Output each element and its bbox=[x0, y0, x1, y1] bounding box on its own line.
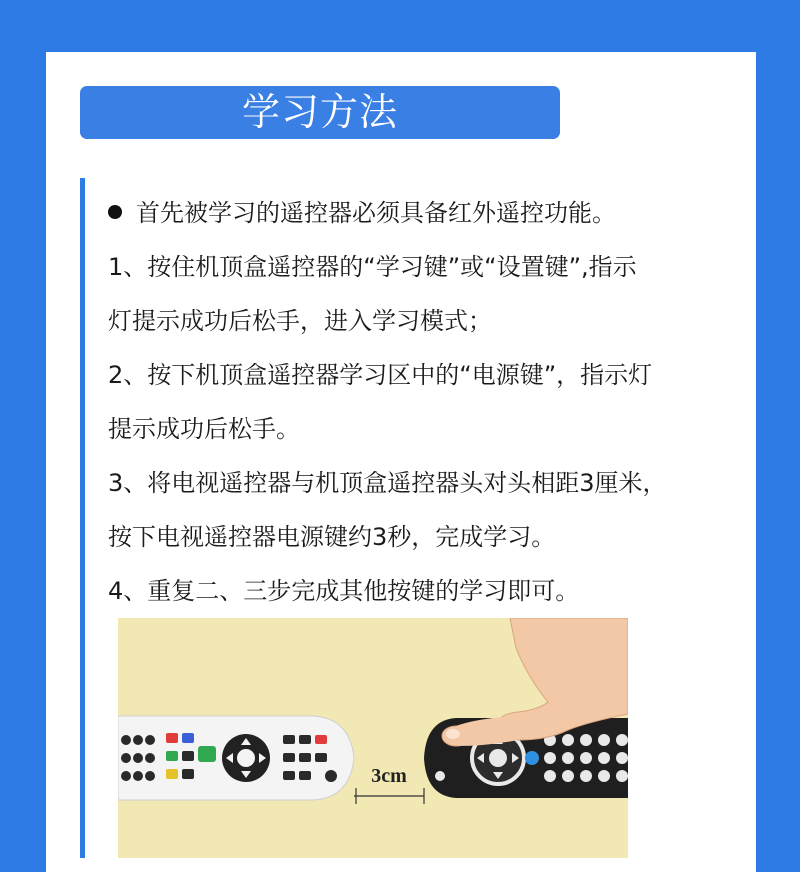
tv-remote bbox=[118, 716, 354, 800]
instruction-step-2: 2、按下机顶盒遥控器学习区中的“电源键”，指示灯 bbox=[108, 361, 653, 389]
section-title: 学习方法 bbox=[80, 86, 560, 139]
accent-line bbox=[80, 178, 85, 858]
instruction-step-3-cont: 按下电视遥控器电源键约3秒，完成学习。 bbox=[108, 523, 556, 551]
instruction-bullet bbox=[108, 186, 738, 240]
instruction-step-1-cont: 灯提示成功后松手，进入学习模式； bbox=[108, 307, 492, 335]
instruction-step-4: 4、重复二、三步完成其他按键的学习即可。 bbox=[108, 577, 580, 605]
illustration-svg bbox=[118, 618, 628, 858]
bullet-icon bbox=[108, 205, 122, 219]
instructions bbox=[108, 186, 738, 618]
instruction-step-3: 3、将电视遥控器与机顶盒遥控器头对头相距3厘米， bbox=[108, 469, 667, 497]
remote-learning-illustration bbox=[118, 618, 628, 858]
instruction-step-1: 1、按住机顶盒遥控器的“学习键”或“设置键”,指示 bbox=[108, 253, 637, 281]
distance-label: 3cm bbox=[371, 765, 407, 787]
instruction-step-2-cont: 提示成功后松手。 bbox=[108, 415, 300, 443]
instruction-text: 首先被学习的遥控器必须具备红外遥控功能。 bbox=[136, 199, 616, 227]
